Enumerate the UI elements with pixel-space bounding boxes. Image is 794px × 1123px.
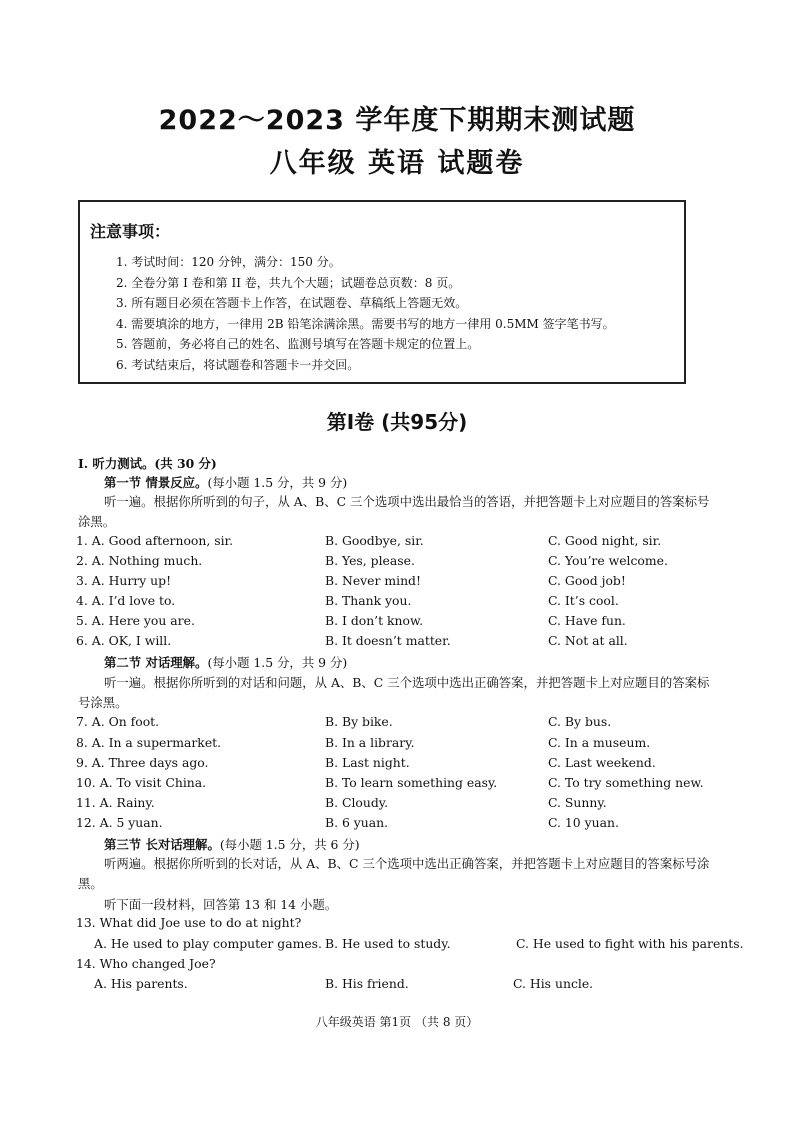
- notice-item: 5. 答题前，务必将自己的姓名、监测号填写在答题卡规定的位置上。: [116, 337, 480, 351]
- q3-option-b: B. Never mind!: [325, 573, 421, 588]
- q12-option-b: B. 6 yuan.: [325, 815, 389, 830]
- q6-option-b: B. It doesn’t matter.: [325, 633, 451, 648]
- q6-option-c: C. Not at all.: [548, 633, 628, 648]
- q9-option-c: C. Last weekend.: [548, 755, 656, 770]
- section2-instruction: 听一遍。根据你所听到的对话和问题，从 A、B、C 三个选项中选出正确答案，并把答题卡上对应题目的答案标号涂黑。: [78, 675, 710, 710]
- notice-item: 4. 需要填涂的地方，一律用 2B 铅笔涂满涂黑。需要书写的地方一律用 0.5MM 签字笔书写。: [116, 316, 615, 331]
- notice-item: 2. 全卷分第 I 卷和第 II 卷，共九个大题；试题卷总页数：8 页。: [116, 275, 461, 290]
- q12-option-c: C. 10 yuan.: [548, 815, 619, 830]
- q14-option-c: C. His uncle.: [513, 976, 594, 991]
- notice-list: [116, 252, 615, 375]
- part-title: 第Ⅰ卷 (共95分): [326, 410, 468, 434]
- q13-option-b: B. He used to study.: [325, 936, 451, 951]
- q12-option-a: 12. A. 5 yuan.: [76, 815, 163, 830]
- q8-option-b: B. In a library.: [325, 735, 415, 750]
- section1-heading: 第一节 情景反应。: [104, 475, 208, 490]
- q13-stem: 13. What did Joe use to do at night?: [76, 915, 302, 930]
- section1-score: (每小题 1.5 分，共 9 分): [207, 475, 348, 490]
- q5-option-c: C. Have fun.: [548, 613, 626, 628]
- section2-score: (每小题 1.5 分，共 9 分): [207, 655, 348, 670]
- q7-option-a: 7. A. On foot.: [76, 714, 160, 729]
- notice-item: 6. 考试结束后，将试题卷和答题卡一并交回。: [116, 357, 360, 372]
- page-footer: 八年级英语 第1页 （共 8 页）: [315, 1015, 479, 1029]
- q6-option-a: 6. A. OK, I will.: [76, 633, 172, 648]
- q10-option-c: C. To try something new.: [548, 775, 704, 790]
- q2-option-c: C. You’re welcome.: [548, 553, 668, 568]
- q8-option-a: 8. A. In a supermarket.: [76, 735, 222, 750]
- q9-option-b: B. Last night.: [325, 755, 410, 770]
- q4-option-c: C. It’s cool.: [548, 593, 619, 608]
- q1-option-a: 1. A. Good afternoon, sir.: [76, 533, 234, 548]
- q7-option-c: C. By bus.: [548, 714, 612, 729]
- q11-option-a: 11. A. Rainy.: [76, 795, 155, 810]
- q5-option-b: B. I don’t know.: [325, 613, 424, 628]
- q10-option-a: 10. A. To visit China.: [76, 775, 207, 790]
- section2-heading: 第二节 对话理解。: [104, 655, 208, 670]
- exam-subtitle: 八年级 英语 试题卷: [269, 148, 525, 179]
- section1-instruction: 听一遍。根据你所听到的句子，从 A、B、C 三个选项中选出最恰当的答语，并把答题卡上对应题目的答案标号涂黑。: [78, 494, 710, 529]
- q8-option-c: C. In a museum.: [548, 735, 651, 750]
- q11-option-c: C. Sunny.: [548, 795, 607, 810]
- q10-option-b: B. To learn something easy.: [325, 775, 498, 790]
- section3-heading: 第三节 长对话理解。: [104, 837, 220, 852]
- section3-instruction: 听两遍。根据你所听到的长对话，从 A、B、C 三个选项中选出正确答案，并把答题卡上对应题目的答案标号涂黑。: [78, 856, 710, 891]
- q1-option-c: C. Good night, sir.: [548, 533, 662, 548]
- notice-title: 注意事项：: [90, 222, 171, 241]
- q2-option-b: B. Yes, please.: [325, 553, 415, 568]
- material-note: 听下面一段材料，回答第 13 和 14 小题。: [104, 897, 338, 912]
- q14-stem: 14. Who changed Joe?: [76, 956, 216, 971]
- q9-option-a: 9. A. Three days ago.: [76, 755, 209, 770]
- exam-title: 2022～2023 学年度下期期末测试题: [158, 105, 636, 136]
- q2-option-a: 2. A. Nothing much.: [76, 553, 203, 568]
- q14-option-b: B. His friend.: [325, 976, 409, 991]
- section1-header: [104, 473, 347, 491]
- q14-option-a: A. His parents.: [94, 976, 188, 991]
- notice-box: [78, 200, 686, 384]
- q11-option-b: B. Cloudy.: [325, 795, 389, 810]
- section2-header: [104, 653, 347, 671]
- q5-option-a: 5. A. Here you are.: [76, 613, 195, 628]
- notice-item: 1. 考试时间：120 分钟，满分：150 分。: [116, 255, 341, 269]
- section3-score: (每小题 1.5 分，共 6 分): [219, 837, 360, 852]
- q4-option-b: B. Thank you.: [325, 593, 412, 608]
- section3-header: [104, 835, 360, 853]
- listening-heading: I. 听力测试。(共 30 分): [78, 456, 217, 471]
- q13-option-a: A. He used to play computer games.: [94, 936, 322, 951]
- notice-item: 3. 所有题目必须在答题卡上作答，在试题卷、草稿纸上答题无效。: [116, 296, 468, 310]
- q4-option-a: 4. A. I’d love to.: [76, 593, 176, 608]
- q7-option-b: B. By bike.: [325, 714, 393, 729]
- q3-option-c: C. Good job!: [548, 573, 626, 588]
- q13-option-c: C. He used to fight with his parents.: [516, 936, 744, 951]
- q3-option-a: 3. A. Hurry up!: [76, 573, 172, 588]
- q1-option-b: B. Goodbye, sir.: [325, 533, 424, 548]
